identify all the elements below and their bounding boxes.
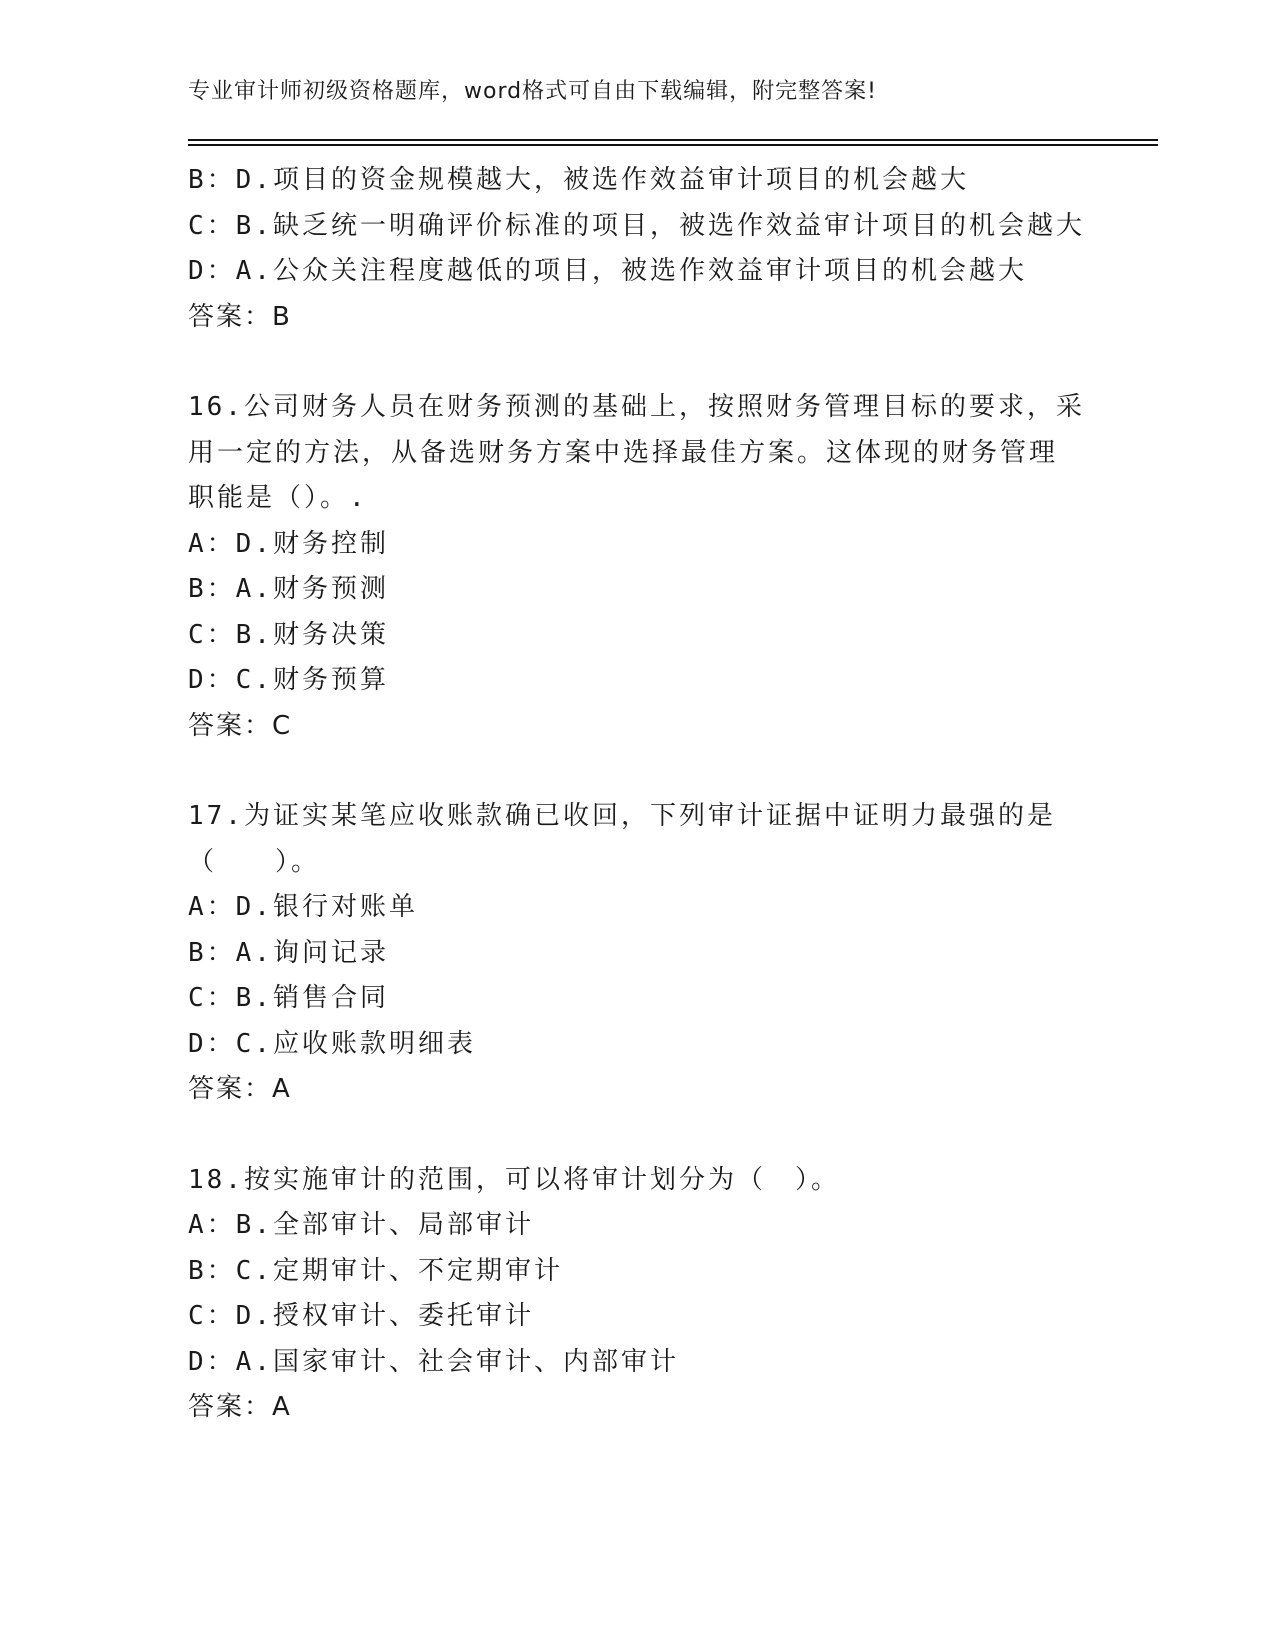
- option-b: B：C.定期审计、不定期审计: [188, 1255, 563, 1286]
- question-stem-line: 18.按实施审计的范围，可以将审计划分为（ ）。: [188, 1164, 840, 1195]
- option-a: A：D.财务控制: [188, 528, 389, 559]
- option-c: C：D.授权审计、委托审计: [188, 1301, 534, 1331]
- answer: 答案：C: [188, 710, 293, 741]
- question-stem-line: 16.公司财务人员在财务预测的基础上，按照财务管理目标的要求，采: [188, 392, 1085, 422]
- question-stem-line: 17.为证实某笔应收账款确已收回，下列审计证据中证明力最强的是: [188, 801, 1056, 831]
- option-c: C：B.销售合同: [188, 983, 389, 1013]
- option-d: D：A.公众关注程度越低的项目，被选作效益审计项目的机会越大: [188, 256, 1027, 286]
- option-a: A：B.全部审计、局部审计: [188, 1210, 534, 1240]
- page-header-text: 专业审计师初级资格题库，word格式可自由下载编辑，附完整答案!: [188, 79, 877, 104]
- option-b: B：A.询问记录: [188, 937, 389, 968]
- question-18: [188, 1158, 1168, 1431]
- question-stem-line: 职能是（）。.: [188, 483, 368, 513]
- question-stem-line: 用一定的方法，从备选财务方案中选择最佳方案。这体现的财务管理: [188, 437, 1059, 468]
- question-17: [188, 794, 1168, 1113]
- question-15: [188, 158, 1168, 340]
- option-d: D：C.财务预算: [188, 665, 389, 695]
- question-stem-line: （ ）。: [188, 846, 321, 877]
- option-b: B：A.财务预测: [188, 574, 389, 604]
- option-a: A：D.银行对账单: [188, 892, 418, 922]
- answer: 答案：A: [188, 1392, 292, 1422]
- option-d: D：A.国家审计、社会审计、内部审计: [188, 1346, 679, 1377]
- option-d: D：C.应收账款明细表: [188, 1028, 476, 1059]
- answer: 答案：B: [188, 301, 292, 332]
- option-b: B：D.项目的资金规模越大，被选作效益审计项目的机会越大: [188, 165, 969, 195]
- option-c: C：B.财务决策: [188, 619, 389, 650]
- option-c: C：B.缺乏统一明确评价标准的项目，被选作效益审计项目的机会越大: [188, 210, 1085, 241]
- question-list: [188, 158, 1168, 1431]
- header-rule-top: [188, 139, 1158, 141]
- answer: 答案：A: [188, 1074, 292, 1104]
- question-16: [188, 385, 1168, 749]
- header-rule-bottom: [188, 144, 1158, 146]
